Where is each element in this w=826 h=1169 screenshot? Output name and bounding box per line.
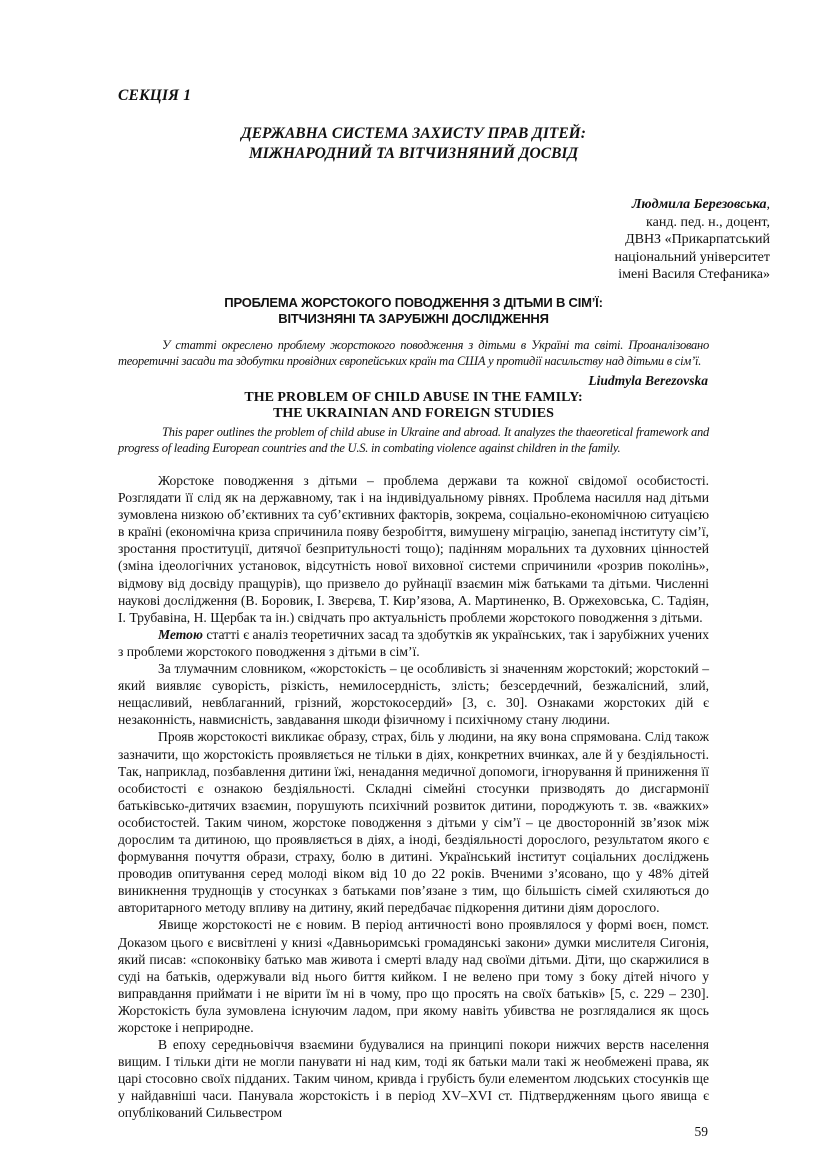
author-affiliation-3: імені Василя Стефаника» <box>618 267 770 282</box>
author-name-line <box>614 196 770 214</box>
section-title <box>118 124 709 164</box>
body-paragraph-1: Жорстоке поводження з дітьми – проблема держави та кожної свідомої особистості. Розглядати її слід як на державному, так і на індивідуальному рівнях. Проблема насилля над дітьми зумовлена низкою об’єктивних та суб’єктивних факторів, зокрема, соціально-економічною ситуацією в країні (економічна криза спричинила появу безробіття, вимушену міграцію, занепад інституту сім’ї, зростання проституції, дитячої безпритульності тощо); падінням моральних та духовних цінностей (зміна ідеологічних установок, відсутність нової виховної системи спричинили «розрив поколінь», відмову від досвіду пращурів), що призвело до руйнації взаємин між батьками та дітьми. Численні наукові дослідження (В. Боровик, І. Звєрєва, Т. Кир’язова, А. Мартиненко, В. Оржеховська, С. Тадіян, І. Трубавіна, Н. Щербак та ін.) свідчать про актуальність проблеми жорстокого поводження з дітьми. <box>118 473 709 625</box>
section-label: СЕКЦІЯ 1 <box>118 87 192 104</box>
body-paragraph-5: Явище жорстокості не є новим. В період античності воно проявлялося у формі воєн, помст. Доказом цього є висвітлені у книзі «Давньоримські громадянські закони» думки мислителя Сигонія, який писав: «споконвіку батько мав живота і смерті владу над своїми дітьми. Діти, що скаржилися в суді на батьків, одержували від нього биття кийком. І не велено при тому з боку дітей нічого у виправдання приймати і не вірити їм ні в чому, про що просять на своїх батьків» [5, с. 229 – 230]. Жорстокість була зумовлена існуючим ладом, при якому навіть убивства не розглядалися як щось жорстоке і неприродне. <box>118 917 709 1035</box>
body-paragraph-2 <box>118 626 709 660</box>
author-block <box>614 196 770 284</box>
page-number: 59 <box>694 1124 708 1139</box>
author-name-en: Liudmyla Berezovska <box>588 373 708 388</box>
author-affiliation-2: національний університет <box>614 249 770 265</box>
article-title-en-line-1: THE PROBLEM OF CHILD ABUSE IN THE FAMILY: <box>244 390 583 405</box>
section-title-line-2: МІЖНАРОДНИЙ ТА ВІТЧИЗНЯНИЙ ДОСВІД <box>248 145 579 162</box>
body-paragraph-2-text: статті є аналіз теоретичних засад та здобутків як українських, так і зарубіжних учених з проблеми жорстокого поводження з дітьми в сім’ї. <box>118 626 709 659</box>
author-affiliation-1: ДВНЗ «Прикарпатський <box>625 232 770 247</box>
body-paragraph-6: В епоху середньовіччя взаємини будувалися на принципі покори нижчих верств населення вищим. І тільки діти не могли панувати ні над ким, тоді як батьки мали такі ж необмежені права, як царі стосовно своїх підданих. Таким чином, кривда і грубість були елементом людських стосунків ще у найдавніші часи. Панувала жорстокість і в період XV–XVI ст. Підтвердженням цього явища є опублікований Сильвестром <box>118 1037 709 1121</box>
abstract-uk: У статті окреслено проблему жорстокого поводження з дітьми в Україні та світі. Проаналізовано теоретичні засади та здобутки провідних європейських країн та США у протидії насильству над дітьми в сім’ї. <box>118 338 709 368</box>
article-body <box>118 472 709 1122</box>
section-title-line-1: ДЕРЖАВНА СИСТЕМА ЗАХИСТУ ПРАВ ДІТЕЙ: <box>241 125 586 142</box>
article-title-en-line-2: THE UKRAINIAN AND FOREIGN STUDIES <box>273 406 554 421</box>
abstract-en: This paper outlines the problem of child abuse in Ukraine and abroad. It analyzes the thaeoretical framework and progress of leading European countries and the U.S. in combating violence against children in the family. <box>118 425 709 455</box>
article-title-uk-line-1: ПРОБЛЕМА ЖОРСТОКОГО ПОВОДЖЕННЯ З ДІТЬМИ В СІМ’Ї: <box>224 295 603 310</box>
purpose-keyword: Метою <box>158 626 203 642</box>
article-title-uk <box>118 295 709 327</box>
article-title-uk-line-2: ВІТЧИЗНЯНІ ТА ЗАРУБІЖНІ ДОСЛІДЖЕННЯ <box>278 311 549 326</box>
body-paragraph-4: Прояв жорстокості викликає образу, страх, біль у людини, на яку вона спрямована. Слід також зазначити, що жорстокість проявляється не тільки в діях, конкретних вчинках, але й у бездіяльності. Так, наприклад, позбавлення дитини їжі, ненадання медичної допомоги, ігнорування й приниження її особистості є ознакою бездіяльності. Складні сімейні стосунки призводять до дисгармонії батьківсько-дитячих взаємин, порушують психічний розвиток дитини, породжують т. зв. «важких» особистостей. Таким чином, жорстоке поводження з дітьми у сім’ї – це двосторонній зв’язок між дорослим та дитиною, що проявляється в діях, а іноді, бездіяльності дорослого, результатом якого є формування почуття образи, страху, болю в дитині. Український інститут соціальних досліджень проводив опитування серед молоді віком від 10 до 22 років. Вченими з’ясовано, що у 48% дітей виникнення труднощів у стосунках з батьками пов’язане з тим, що більшість сімей схиляються до авторитарного методу впливу на дитину, який передбачає підкорення дитини діям дорослого. <box>118 729 709 916</box>
author-name-suffix: , <box>766 197 770 212</box>
author-degree: канд. пед. н., доцент, <box>646 214 770 230</box>
body-paragraph-3: За тлумачним словником, «жорстокість – це особливість зі значенням жорстокий; жорстокий – який виявляє суворість, різкість, немилосердність, злість; безсердечний, безжалісний, злий, нещасливий, невблаганний, грізний, жорстокосердий» [3, с. 30]. Ознаками жорстоких дій є незаконність, навмисність, завдавання шкоди фізичному і психічному стану людини. <box>118 661 709 728</box>
article-title-en <box>118 390 709 422</box>
author-name: Людмила Березовська <box>631 197 767 212</box>
